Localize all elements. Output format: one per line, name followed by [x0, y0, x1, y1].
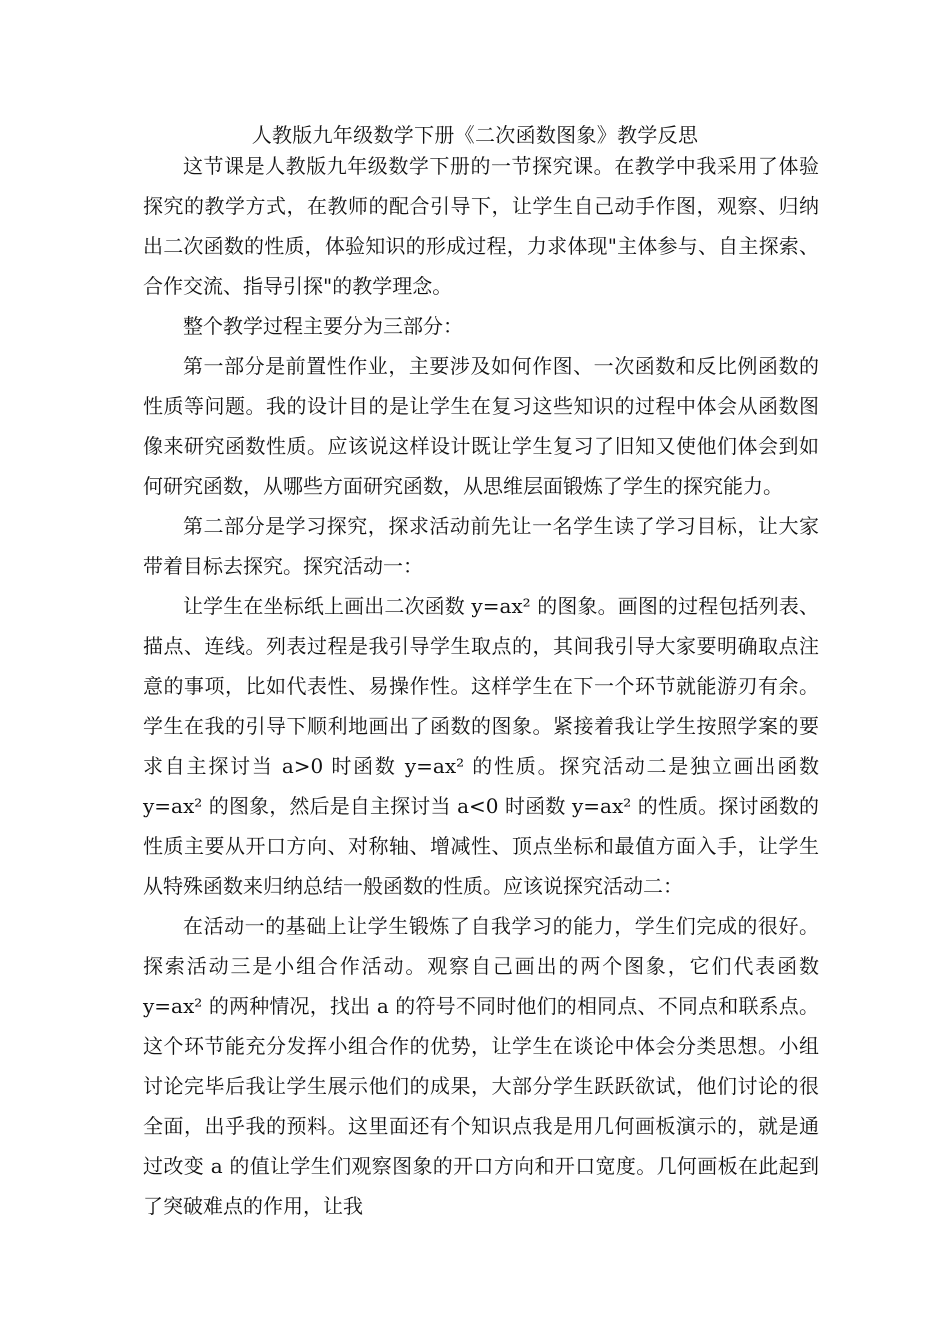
paragraph-intro: 这节课是人教版九年级数学下册的一节探究课。在教学中我采用了体验探究的教学方式，在教师的配合引导下，让学生自己动手作图，观察、归纳出二次函数的性质，体验知识的形成过程，力求体现"主体参与、自主探索、合作交流、指导引探"的教学理念。: [143, 154, 819, 298]
document-body: [143, 146, 819, 1226]
document-title: 人教版九年级数学下册《二次函数图象》教学反思: [251, 123, 699, 147]
paragraph-part-one: 第一部分是前置性作业，主要涉及如何作图、一次函数和反比例函数的性质等问题。我的设计目的是让学生在复习这些知识的过程中体会从函数图像来研究函数性质。应该说这样设计既让学生复习了旧知又使他们体会到如何研究函数，从哪些方面研究函数，从思维层面锻炼了学生的探究能力。: [143, 354, 819, 498]
paragraph-activity-two: 在活动一的基础上让学生锻炼了自我学习的能力，学生们完成的很好。探索活动三是小组合作活动。观察自己画出的两个图象，它们代表函数 y=ax² 的两种情况，找出 a 的符号不同时他们的相同点、不同点和联系点。这个环节能充分发挥小组合作的优势，让学生在谈论中体会分类思想。小组讨论完毕后我让学生展示他们的成果，大部分学生跃跃欲试，他们讨论的很全面，出乎我的预料。这里面还有个知识点我是用几何画板演示的，就是通过改变 a 的值让学生们观察图象的开口方向和开口宽度。几何画板在此起到了突破难点的作用，让我: [143, 914, 819, 1218]
paragraph-activity-one: 让学生在坐标纸上画出二次函数 y=ax² 的图象。画图的过程包括列表、描点、连线。列表过程是我引导学生取点的，其间我引导大家要明确取点注意的事项，比如代表性、易操作性。这样学生在下一个环节就能游刃有余。学生在我的引导下顺利地画出了函数的图象。紧接着我让学生按照学案的要求自主探讨当 a>0 时函数 y=ax² 的性质。探究活动二是独立画出函数 y=ax² 的图象，然后是自主探讨当 a<0 时函数 y=ax² 的性质。探讨函数的性质主要从开口方向、对称轴、增减性、顶点坐标和最值方面入手，让学生从特殊函数来归纳总结一般函数的性质。应该说探究活动二：: [143, 594, 819, 898]
paragraph-overview: 整个教学过程主要分为三部分：: [183, 314, 463, 338]
paragraph-part-two: 第二部分是学习探究，探求活动前先让一名学生读了学习目标，让大家带着目标去探究。探究活动一：: [143, 514, 819, 578]
